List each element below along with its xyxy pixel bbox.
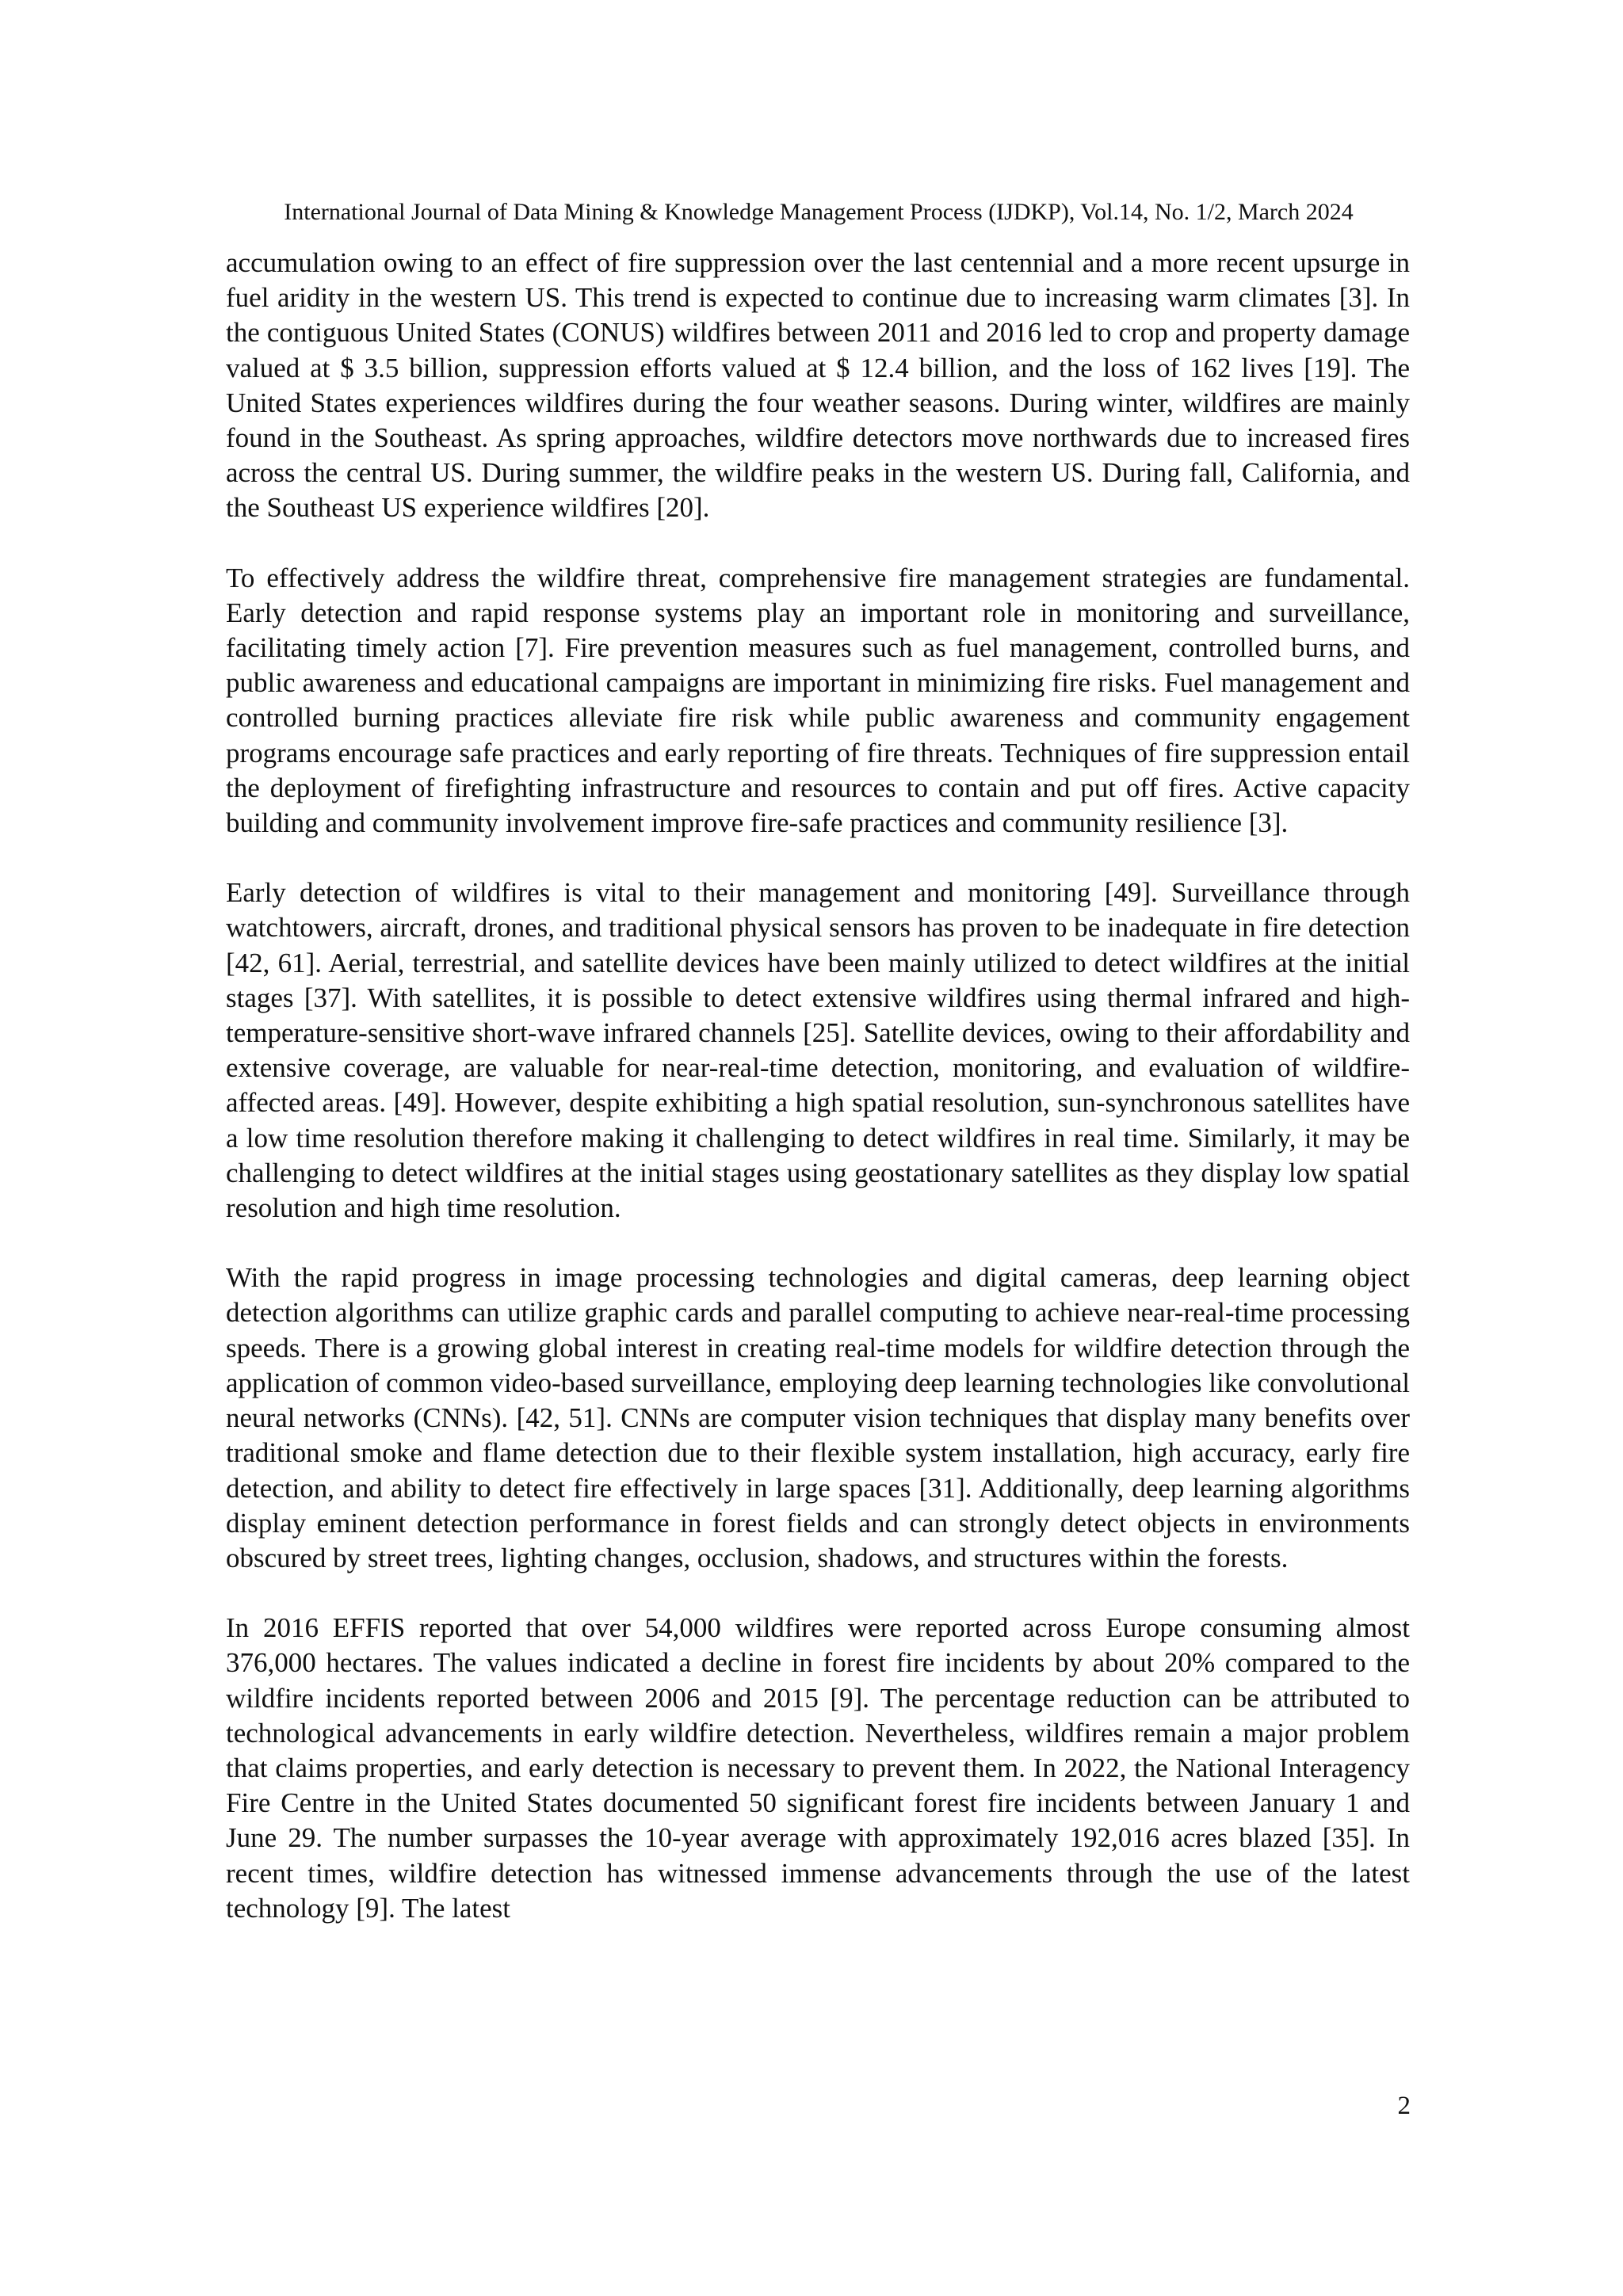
- body-text: [226, 246, 1410, 1926]
- paragraph-fire-management: To effectively address the wildfire threat, comprehensive fire management strategies are fundamental. Early detection and rapid response systems play an important role in monitoring and surveillance, facilitating timely action [7]. Fire prevention measures such as fuel management, controlled burns, and public awareness and educational campaigns are important in minimizing fire risks. Fuel management and controlled burning practices alleviate fire risk while public awareness and community engagement programs encourage safe practices and early reporting of fire threats. Techniques of fire suppression entail the deployment of firefighting infrastructure and resources to contain and put off fires. Active capacity building and community involvement improve fire-safe practices and community resilience [3].: [226, 562, 1410, 839]
- paragraph-wildfire-trends: accumulation owing to an effect of fire suppression over the last centennial and a more recent upsurge in fuel aridity in the western US. This trend is expected to continue due to increasing warm climates [3]. In the contiguous United States (CONUS) wildfires between 2011 and 2016 led to crop and property damage valued at $ 3.5 billion, suppression efforts valued at $ 12.4 billion, and the loss of 162 lives [19]. The United States experiences wildfires during the four weather seasons. During winter, wildfires are mainly found in the Southeast. As spring approaches, wildfire detectors move northwards due to increased fires across the central US. During summer, the wildfire peaks in the western US. During fall, California, and the Southeast US experience wildfires [20].: [226, 247, 1410, 524]
- paragraph-deep-learning: With the rapid progress in image processing technologies and digital cameras, deep learning object detection algorithms can utilize graphic cards and parallel computing to achieve near-real-time processing speeds. There is a growing global interest in creating real-time models for wildfire detection through the application of common video-based surveillance, employing deep learning technologies like convolutional neural networks (CNNs). [42, 51]. CNNs are computer vision techniques that display many benefits over traditional smoke and flame detection due to their flexible system installation, high accuracy, early fire detection, and ability to detect fire effectively in large spaces [31]. Additionally, deep learning algorithms display eminent detection performance in forest fields and can strongly detect objects in environments obscured by street trees, lighting changes, occlusion, shadows, and structures within the forests.: [226, 1262, 1410, 1573]
- page-number: 2: [1397, 2092, 1411, 2120]
- paragraph-early-detection: Early detection of wildfires is vital to their management and monitoring [49]. Surveillance through watchtowers, aircraft, drones, and traditional physical sensors has proven to be inadequate in fire detection [42, 61]. Aerial, terrestrial, and satellite devices have been mainly utilized to detect wildfires at the initial stages [37]. With satellites, it is possible to detect extensive wildfires using thermal infrared and high-temperature-sensitive short-wave infrared channels [25]. Satellite devices, owing to their affordability and extensive coverage, are valuable for near-real-time detection, monitoring, and evaluation of wildfire-affected areas. [49]. However, despite exhibiting a high spatial resolution, sun-synchronous satellites have a low time resolution therefore making it challenging to detect wildfires in real time. Similarly, it may be challenging to detect wildfires at the initial stages using geostationary satellites as they display low spatial resolution and high time resolution.: [226, 877, 1410, 1224]
- running-header: International Journal of Data Mining & Knowledge Management Process (IJDKP), Vol.14, No. 1/2, March 2024: [284, 199, 1354, 225]
- paragraph-effis-statistics: In 2016 EFFIS reported that over 54,000 wildfires were reported across Europe consuming almost 376,000 hectares. The values indicated a decline in forest fire incidents by about 20% compared to the wildfire incidents reported between 2006 and 2015 [9]. The percentage reduction can be attributed to technological advancements in early wildfire detection. Nevertheless, wildfires remain a major problem that claims properties, and early detection is necessary to prevent them. In 2022, the National Interagency Fire Centre in the United States documented 50 significant forest fire incidents between January 1 and June 29. The number surpasses the 10-year average with approximately 192,016 acres blazed [35]. In recent times, wildfire detection has witnessed immense advancements through the use of the latest technology [9]. The latest: [226, 1612, 1410, 1924]
